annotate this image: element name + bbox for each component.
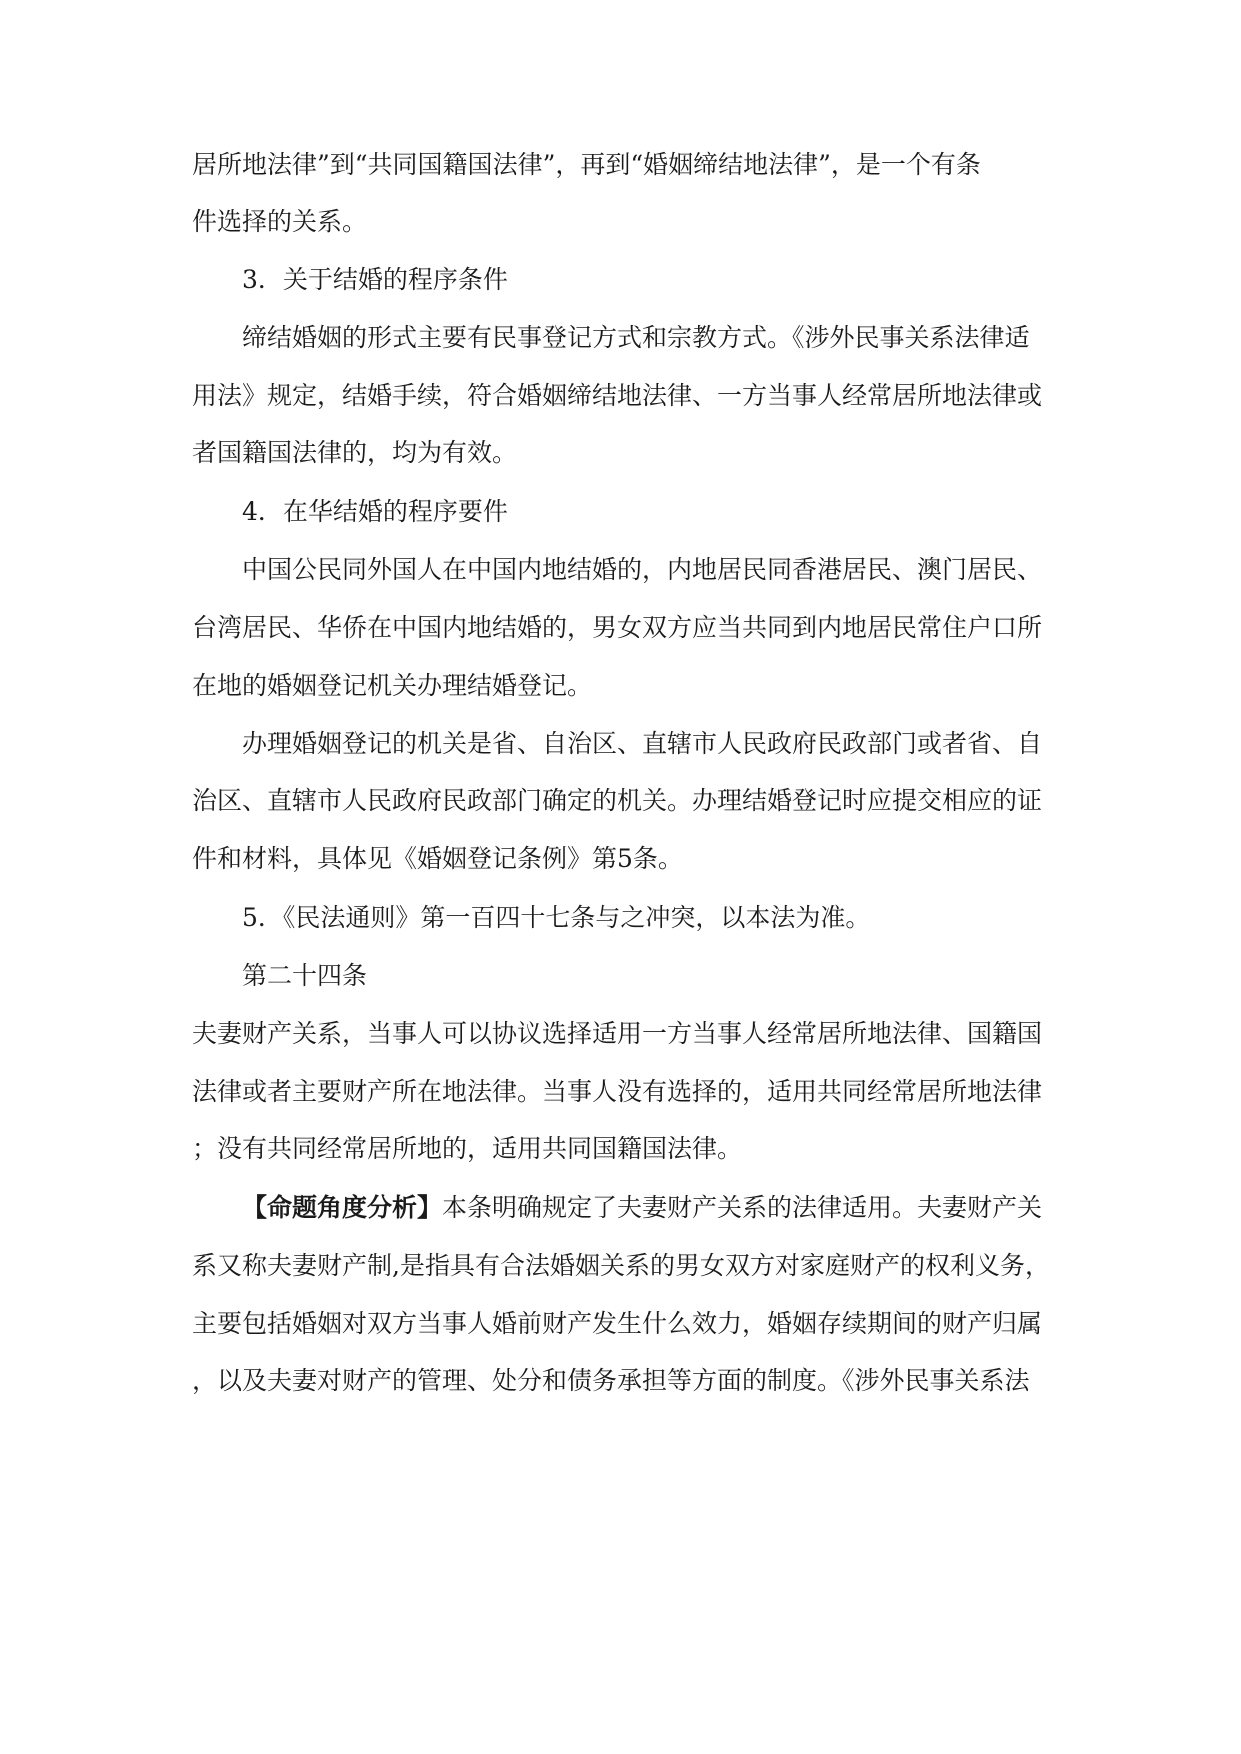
section-heading: 4．在华结婚的程序要件 (242, 497, 508, 526)
section-heading: 3．关于结婚的程序条件 (242, 265, 508, 294)
text-line: 者国籍国法律的，均为有效。 (192, 438, 518, 467)
text-line: 缔结婚姻的形式主要有民事登记方式和宗教方式。《涉外民事关系法律适 (242, 323, 1030, 352)
text-line: ，以及夫妻对财产的管理、处分和债务承担等方面的制度。《涉外民事关系法 (192, 1366, 1030, 1395)
text-line: 主要包括婚姻对双方当事人婚前财产发生什么效力，婚姻存续期间的财产归属 (192, 1309, 1043, 1338)
text-line: 台湾居民、华侨在中国内地结婚的，男女双方应当共同到内地居民常住户口所 (192, 613, 1043, 642)
text-line: 夫妻财产关系，当事人可以协议选择适用一方当事人经常居所地法律、国籍国 (192, 1019, 1043, 1048)
analysis-text: 本条明确规定了夫妻财产关系的法律适用。夫妻财产关 (442, 1193, 1043, 1222)
text-line: 居所地法律”到“共同国籍国法律”，再到“婚姻缔结地法律”，是一个有条 (192, 150, 981, 179)
text-line: 用法》规定，结婚手续，符合婚姻缔结地法律、一方当事人经常居所地法律或 (192, 381, 1043, 410)
text-line: 办理婚姻登记的机关是省、自治区、直辖市人民政府民政部门或者省、自 (242, 729, 1043, 758)
text-line: 系又称夫妻财产制,是指具有合法婚姻关系的男女双方对家庭财产的权利义务， (192, 1251, 1050, 1280)
text-line: 治区、直辖市人民政府民政部门确定的机关。办理结婚登记时应提交相应的证 (192, 786, 1043, 815)
analysis-heading: 【命题角度分析】 (242, 1193, 443, 1222)
analysis-line (242, 1193, 1042, 1223)
article-title: 第二十四条 (242, 961, 368, 990)
text-line: 件和材料，具体见《婚姻登记条例》第5条。 (192, 844, 683, 873)
text-line: 中国公民同外国人在中国内地结婚的，内地居民同香港居民、澳门居民、 (242, 555, 1043, 584)
text-line: 件选择的关系。 (192, 207, 368, 236)
text-line: ；没有共同经常居所地的，适用共同国籍国法律。 (192, 1134, 743, 1163)
text-line: 在地的婚姻登记机关办理结婚登记。 (192, 671, 593, 700)
text-line: 法律或者主要财产所在地法律。当事人没有选择的，适用共同经常居所地法律 (192, 1077, 1043, 1106)
text-line: 5．《民法通则》第一百四十七条与之冲突，以本法为准。 (242, 903, 871, 932)
